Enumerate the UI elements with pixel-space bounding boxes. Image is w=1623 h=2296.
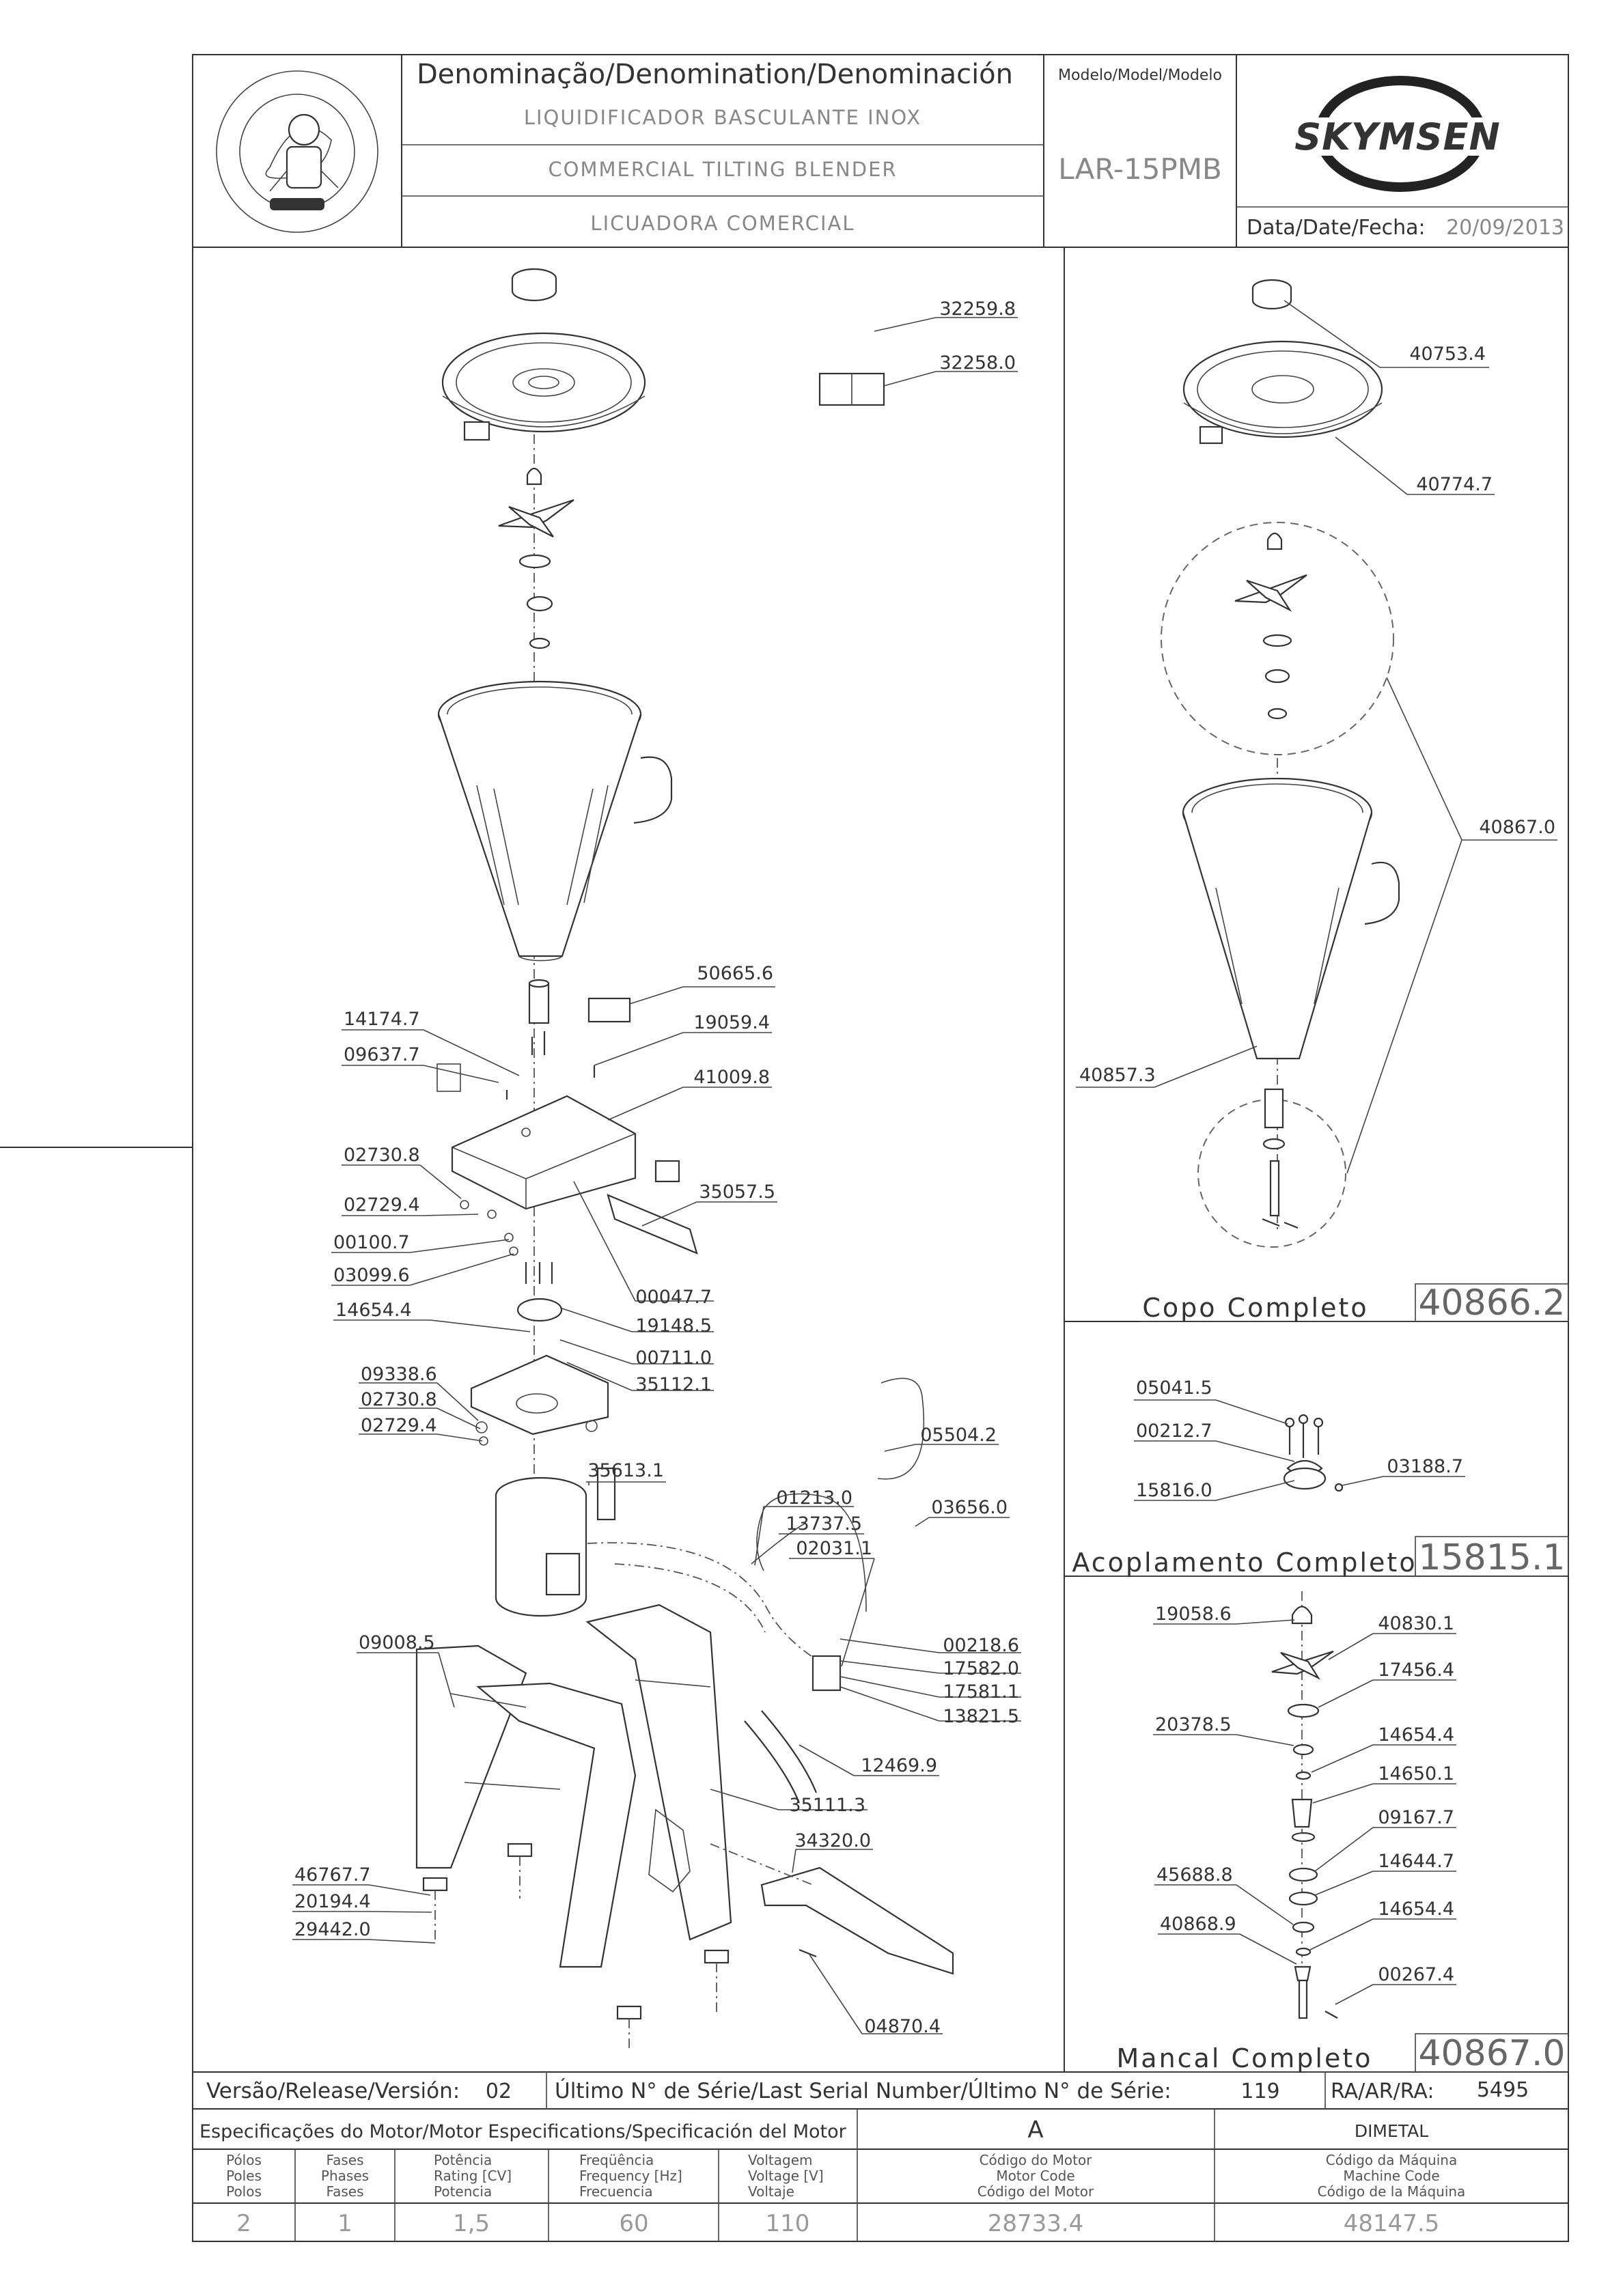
col-freq-en: Frequency [Hz] [579,2168,682,2184]
callout-17581-1: 17581.1 [943,1681,1019,1703]
callout-13821-5: 13821.5 [943,1706,1019,1727]
motor-letter: A [1027,2116,1044,2144]
phases-value: 1 [337,2210,352,2237]
callout-40867-0-copo: 40867.0 [1479,817,1555,838]
callout-41009-8: 41009.8 [693,1067,770,1088]
main-exploded-drawing [417,269,953,2052]
motor-code-value: 28733.4 [987,2210,1084,2237]
callout-12469-9: 12469.9 [861,1755,937,1776]
col-voltage-en: Voltage [V] [748,2168,824,2184]
callout-19058-6: 19058.6 [1155,1604,1232,1625]
callout-35112-1: 35112.1 [635,1374,712,1395]
callout-14174-7: 14174.7 [344,1009,420,1030]
callout-09008-5: 09008.5 [359,1632,435,1653]
copo-completo-drawing [1161,280,1399,1247]
ra-value: 5495 [1476,2078,1529,2102]
callout-35613-1: 35613.1 [587,1460,664,1481]
motor-spec-values [236,2210,1439,2237]
col-power-es: Potencia [434,2183,493,2200]
callout-02729-4-a: 02729.4 [344,1194,420,1216]
voltage-value: 110 [765,2210,810,2237]
callout-00218-6: 00218.6 [943,1635,1019,1656]
copo-completo-code: 40866.2 [1418,1283,1566,1324]
model-value: LAR-15PMB [1058,152,1222,186]
acoplamento-completo-title: Acoplamento Completo [1072,1548,1417,1578]
col-motor-code-pt: Código do Motor [979,2152,1092,2168]
callout-05041-5: 05041.5 [1136,1377,1212,1399]
product-name-es: LICUADORA COMERCIAL [590,212,855,235]
col-power-pt: Potência [434,2152,493,2168]
callout-14654-4-main: 14654.4 [335,1300,412,1321]
power-value: 1,5 [452,2210,490,2237]
callout-46767-7: 46767.7 [294,1864,371,1886]
brand-logo [1260,81,1534,187]
callout-15816-0: 15816.0 [1136,1480,1212,1501]
callout-00267-4: 00267.4 [1378,1964,1454,1985]
callout-40868-9: 40868.9 [1160,1914,1236,1935]
callout-19148-5: 19148.5 [635,1315,712,1336]
callout-02729-4-b: 02729.4 [361,1415,437,1436]
callout-02031-1: 02031.1 [796,1538,872,1559]
col-motor-code-en: Motor Code [996,2168,1075,2184]
callout-14654-4-mancal-a: 14654.4 [1378,1724,1454,1746]
callout-02730-8-a: 02730.8 [344,1145,420,1166]
callout-00100-7: 00100.7 [333,1232,410,1253]
date-label: Data/Date/Fecha: [1247,216,1426,240]
col-machine-code-pt: Código da Máquina [1325,2152,1458,2168]
callout-13737-5: 13737.5 [786,1513,862,1535]
col-machine-code-en: Machine Code [1343,2168,1440,2184]
callout-14650-1: 14650.1 [1378,1763,1454,1784]
denomination-label: Denominação/Denomination/Denominación [417,59,1014,90]
callout-02730-8-b: 02730.8 [361,1389,437,1410]
callout-00212-7: 00212.7 [1136,1420,1212,1442]
callout-40830-1: 40830.1 [1378,1613,1454,1634]
acoplamento-drawing [1284,1415,1342,1491]
copo-completo-title: Copo Completo [1142,1293,1369,1323]
callout-00047-7: 00047.7 [635,1287,712,1308]
brand-name: SKYMSEN [1294,115,1501,158]
col-voltage-pt: Voltagem [748,2152,813,2168]
date-value: 20/09/2013 [1446,216,1564,240]
col-freq-es: Frecuencia [579,2183,653,2200]
col-freq-pt: Freqüência [579,2152,654,2168]
col-motor-code-es: Código del Motor [977,2183,1094,2200]
machine-code-value: 48147.5 [1343,2210,1440,2237]
version-value: 02 [485,2080,512,2103]
callout-32259-8: 32259.8 [939,298,1016,320]
product-name-en: COMMERCIAL TILTING BLENDER [548,158,898,181]
callout-40753-4: 40753.4 [1409,344,1486,365]
frequency-value: 60 [619,2210,649,2237]
col-power-en: Rating [CV] [434,2168,512,2184]
callout-03188-7: 03188.7 [1387,1456,1463,1477]
serial-label: Último N° de Série/Last Serial Number/Último N° de Série: [555,2079,1171,2103]
motor-spec-label: Especificações do Motor/Motor Especifications/Specificación del Motor [199,2121,846,2142]
authorized-service-seal [217,71,378,232]
callout-29442-0: 29442.0 [294,1919,371,1940]
poles-value: 2 [236,2210,251,2237]
version-label: Versão/Release/Versión: [206,2079,460,2103]
model-label: Modelo/Model/Modelo [1058,67,1222,84]
callout-35111-3: 35111.3 [789,1795,865,1816]
ra-label: RA/AR/RA: [1331,2080,1434,2103]
callout-20378-5: 20378.5 [1155,1714,1232,1735]
callout-34320-0: 34320.0 [794,1830,871,1851]
motor-spec-column-headers [226,2152,1465,2200]
callout-19059-4: 19059.4 [693,1012,770,1033]
col-poles-en: Poles [226,2168,262,2184]
callout-03099-6: 03099.6 [333,1265,410,1286]
callout-14644-7: 14644.7 [1378,1851,1454,1872]
col-poles-es: Polos [226,2183,262,2200]
acoplamento-completo-code: 15815.1 [1418,1537,1566,1578]
callout-40857-3: 40857.3 [1079,1065,1156,1086]
callout-14654-4-mancal-b: 14654.4 [1378,1899,1454,1920]
mancal-completo-title: Mancal Completo [1116,2043,1373,2073]
callout-20194-4: 20194.4 [294,1891,371,1912]
callout-32258-0: 32258.0 [939,352,1016,374]
product-name-pt: LIQUIDIFICADOR BASCULANTE INOX [523,106,922,129]
callout-09637-7: 09637.7 [344,1044,420,1065]
mancal-completo-code: 40867.0 [1418,2033,1566,2074]
callout-01213-0: 01213.0 [776,1487,852,1509]
callout-09167-7: 09167.7 [1378,1807,1454,1828]
callout-50665-6: 50665.6 [697,963,773,984]
callout-35057-5: 35057.5 [699,1181,775,1203]
callout-09338-6: 09338.6 [361,1364,437,1385]
callout-04870-4: 04870.4 [864,2016,941,2037]
callout-17456-4: 17456.4 [1378,1660,1454,1681]
col-voltage-es: Voltaje [748,2183,794,2200]
mancal-drawing [1272,1591,1337,2018]
serial-value: 119 [1240,2080,1280,2103]
callout-40774-7: 40774.7 [1416,474,1493,495]
callout-17582-0: 17582.0 [943,1658,1019,1679]
callout-00711-0: 00711.0 [635,1347,712,1369]
col-poles-pt: Pólos [226,2152,262,2168]
callout-05504-2: 05504.2 [920,1425,997,1446]
col-phases-es: Fases [326,2183,364,2200]
col-phases-en: Phases [320,2168,370,2184]
manufacturer: DIMETAL [1354,2121,1429,2141]
callout-45688-8: 45688.8 [1156,1864,1233,1886]
callout-03656-0: 03656.0 [931,1497,1008,1518]
col-phases-pt: Fases [326,2152,364,2168]
col-machine-code-es: Código de la Máquina [1317,2183,1466,2200]
